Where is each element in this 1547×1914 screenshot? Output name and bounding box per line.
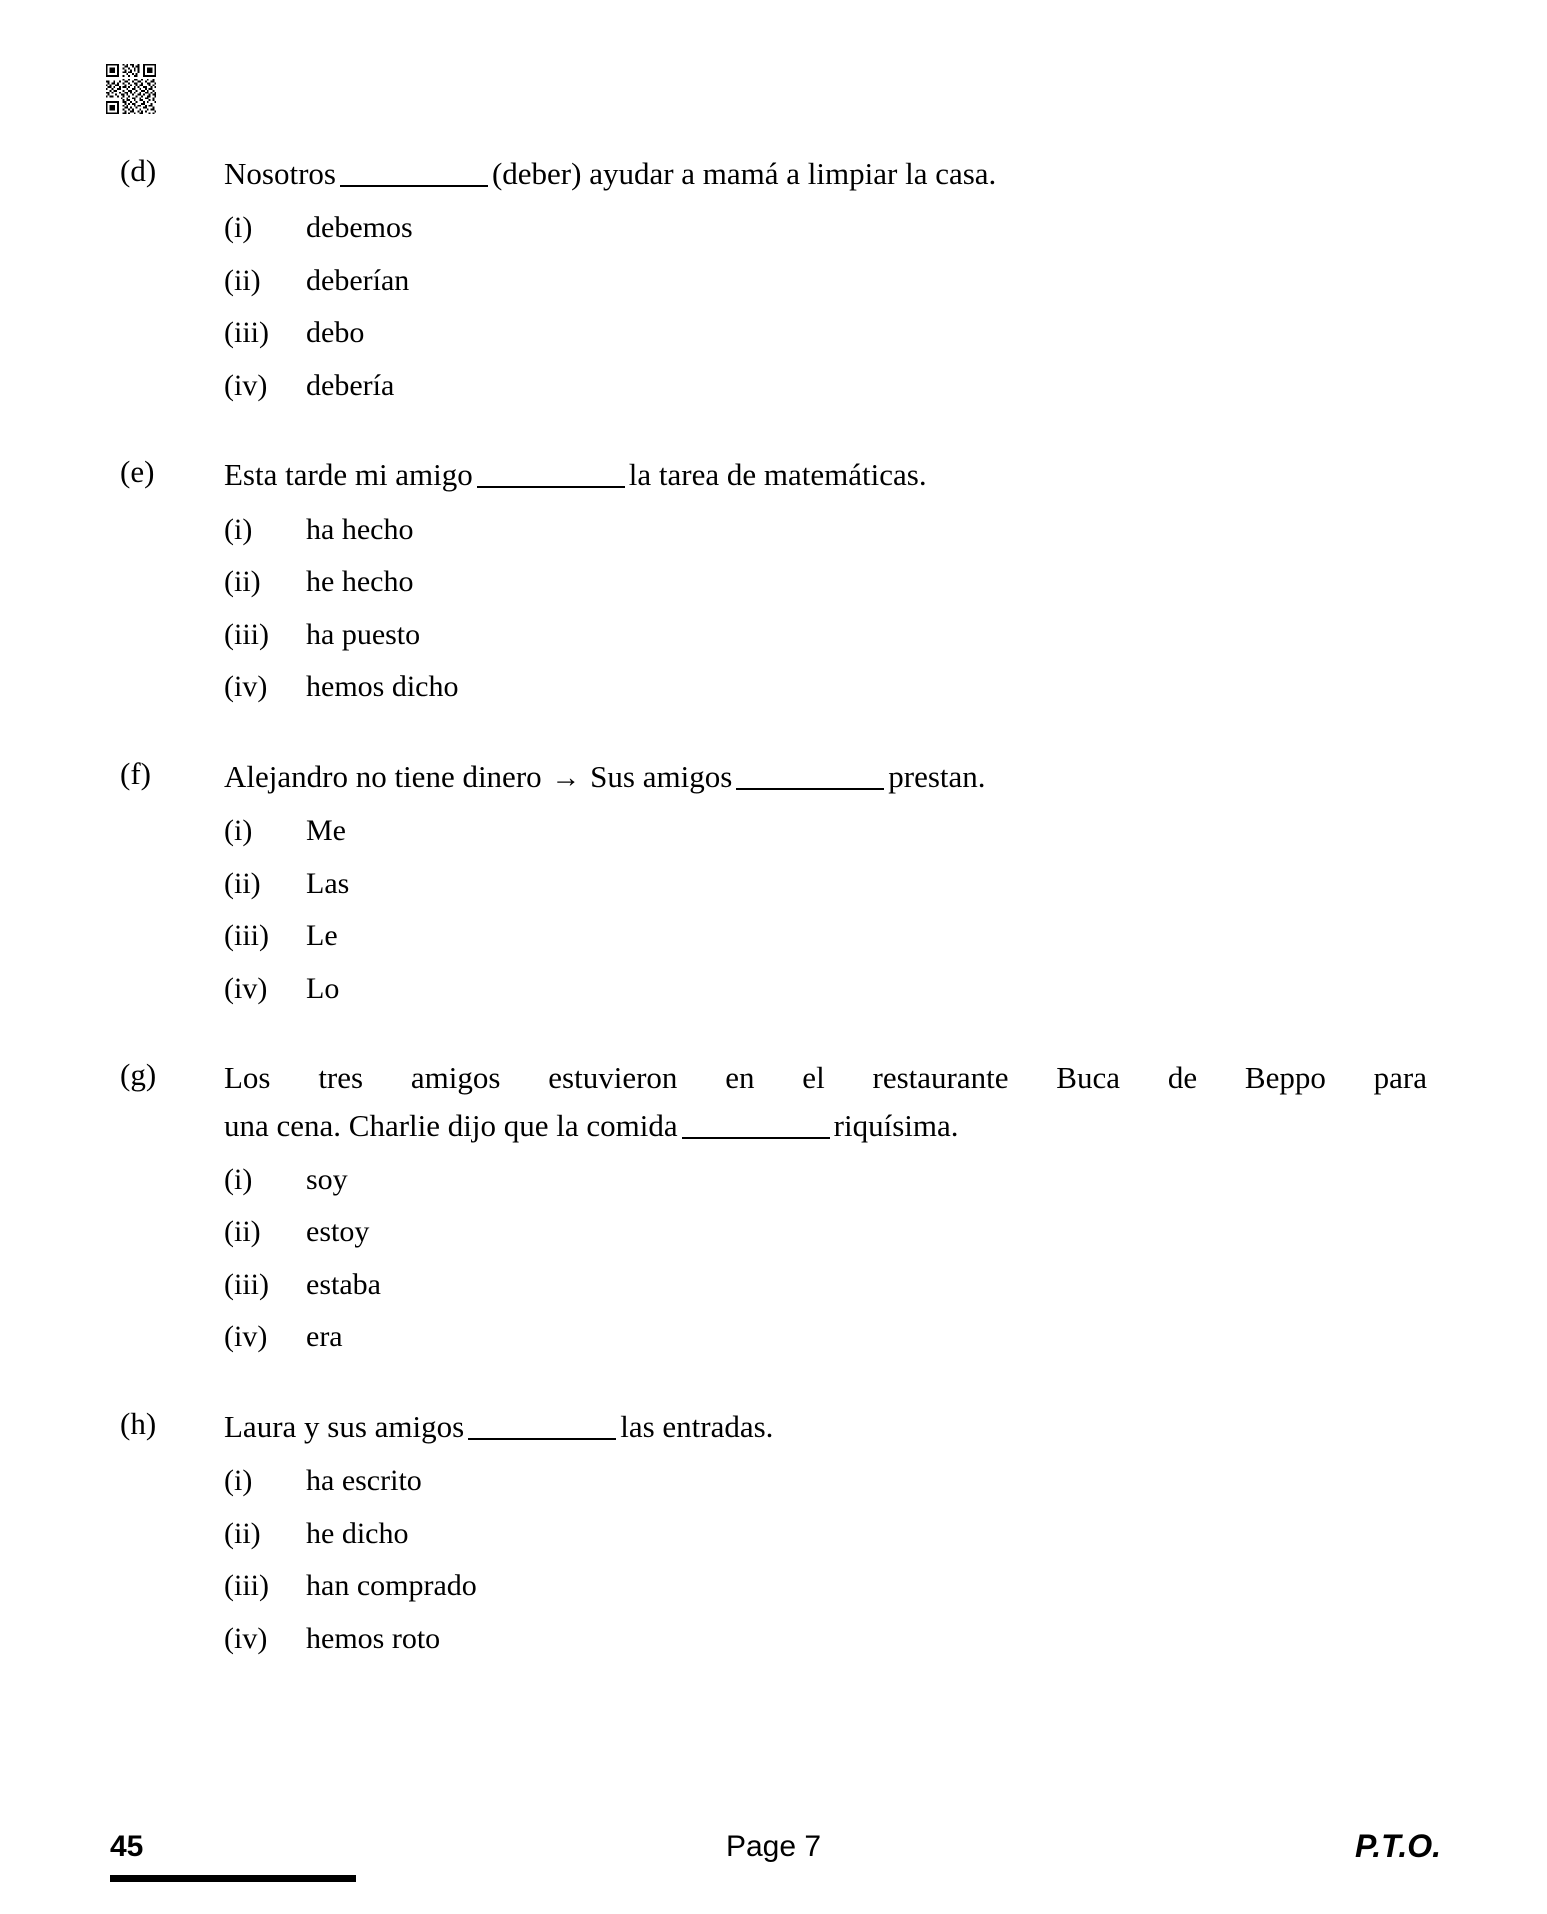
option-label: Le xyxy=(306,919,338,953)
option-label: deberían xyxy=(306,263,410,297)
question-text-g xyxy=(224,1054,1427,1148)
option-number: (iv) xyxy=(224,1621,268,1655)
option-number: (iv) xyxy=(224,670,268,704)
right-arrow-icon: → xyxy=(551,761,581,794)
option-number: (iv) xyxy=(224,368,268,402)
question-label-h: (h) xyxy=(120,1406,157,1442)
question-block-h xyxy=(120,1403,1427,1660)
option-item[interactable] xyxy=(224,509,1427,552)
option-number: (ii) xyxy=(224,263,261,297)
option-number: (ii) xyxy=(224,1215,261,1249)
option-label: hemos roto xyxy=(306,1621,441,1655)
page-footer xyxy=(0,1794,1547,1914)
option-item[interactable] xyxy=(224,968,1427,1011)
question-block-g xyxy=(120,1054,1427,1359)
question-stem-row-e xyxy=(120,451,1427,498)
answer-blank-h[interactable] xyxy=(468,1438,616,1440)
question-text-d xyxy=(224,150,1427,197)
options-list-h xyxy=(120,1460,1427,1660)
option-number: (ii) xyxy=(224,565,261,599)
question-text-f xyxy=(224,753,1427,800)
option-label: estoy xyxy=(306,1215,370,1249)
option-label: debemos xyxy=(306,211,413,245)
question-stem-row-h xyxy=(120,1403,1427,1450)
option-label: soy xyxy=(306,1162,348,1196)
option-label: he hecho xyxy=(306,565,414,599)
question-stem-before-e: Esta tarde mi amigo xyxy=(224,457,473,493)
question-stem-row-g xyxy=(120,1054,1427,1148)
answer-blank-d[interactable] xyxy=(340,185,488,187)
option-number: (iii) xyxy=(224,617,269,651)
question-stem-line2-before-g: una cena. Charlie dijo que la comida xyxy=(224,1107,678,1143)
question-stem-line2-after-g: riquísima. xyxy=(833,1107,959,1143)
pto-label: P.T.O. xyxy=(1355,1828,1441,1864)
option-item[interactable] xyxy=(224,1316,1427,1359)
option-number: (iii) xyxy=(224,919,269,953)
question-stem-row-f xyxy=(120,753,1427,800)
question-stem-line2-g xyxy=(224,1102,1427,1149)
option-label: Las xyxy=(306,866,350,900)
option-label: Lo xyxy=(306,971,340,1005)
option-number: (iii) xyxy=(224,1267,269,1301)
question-stem-after-f: prestan. xyxy=(888,758,986,794)
question-block-d xyxy=(120,150,1427,407)
option-item[interactable] xyxy=(224,365,1427,408)
option-item[interactable] xyxy=(224,207,1427,250)
option-item[interactable] xyxy=(224,1159,1427,1202)
option-item[interactable] xyxy=(224,810,1427,853)
paper-code: 45 xyxy=(110,1830,144,1863)
option-number: (i) xyxy=(224,1162,253,1196)
option-number: (i) xyxy=(224,814,253,848)
question-label-f: (f) xyxy=(120,755,151,791)
option-label: han comprado xyxy=(306,1569,477,1603)
option-item[interactable] xyxy=(224,863,1427,906)
option-label: he dicho xyxy=(306,1516,409,1550)
question-stem-after-e: la tarea de matemáticas. xyxy=(628,457,927,493)
footer-rule xyxy=(110,1875,356,1882)
options-list-f xyxy=(120,810,1427,1010)
question-text-h xyxy=(224,1403,1427,1450)
option-label: Me xyxy=(306,814,346,848)
question-stem-middle-f: Sus amigos xyxy=(590,758,733,794)
option-label: ha escrito xyxy=(306,1464,422,1498)
option-item[interactable] xyxy=(224,1264,1427,1307)
options-list-e xyxy=(120,509,1427,709)
option-label: estaba xyxy=(306,1267,381,1301)
option-number: (i) xyxy=(224,1464,253,1498)
option-item[interactable] xyxy=(224,1460,1427,1503)
option-number: (iii) xyxy=(224,1569,269,1603)
option-item[interactable] xyxy=(224,1513,1427,1556)
question-stem-row-d xyxy=(120,150,1427,197)
question-block-f xyxy=(120,753,1427,1010)
question-label-g: (g) xyxy=(120,1057,157,1093)
option-label: ha puesto xyxy=(306,617,421,651)
question-stem-before-d: Nosotros xyxy=(224,156,336,191)
question-label-d: (d) xyxy=(120,153,157,188)
option-item[interactable] xyxy=(224,666,1427,709)
answer-blank-g[interactable] xyxy=(682,1137,830,1139)
options-list-g xyxy=(120,1159,1427,1359)
question-label-e: (e) xyxy=(120,454,155,490)
option-number: (iii) xyxy=(224,316,269,350)
option-number: (ii) xyxy=(224,1516,261,1550)
option-label: debo xyxy=(306,316,365,350)
page-number: Page 7 xyxy=(725,1830,822,1863)
options-list-d xyxy=(120,207,1427,407)
option-item[interactable] xyxy=(224,312,1427,355)
answer-blank-f[interactable] xyxy=(736,788,884,790)
option-number: (iv) xyxy=(224,971,268,1005)
option-item[interactable] xyxy=(224,1618,1427,1661)
question-stem-before-h: Laura y sus amigos xyxy=(224,1409,465,1445)
option-label: hemos dicho xyxy=(306,670,459,704)
option-item[interactable] xyxy=(224,614,1427,657)
answer-blank-e[interactable] xyxy=(477,486,625,488)
option-number: (i) xyxy=(224,512,253,546)
question-text-e xyxy=(224,451,1427,498)
question-block-e xyxy=(120,451,1427,708)
option-item[interactable] xyxy=(224,915,1427,958)
question-stem-after-h: las entradas. xyxy=(620,1409,774,1445)
option-label: era xyxy=(306,1320,343,1354)
option-item[interactable] xyxy=(224,260,1427,303)
option-number: (ii) xyxy=(224,866,261,900)
question-stem-line1-g: Los tres amigos estuvieron en el restaurante Buca de Beppo para xyxy=(224,1060,1427,1096)
option-number: (iv) xyxy=(224,1320,268,1354)
option-label: debería xyxy=(306,368,395,402)
option-item[interactable] xyxy=(224,1565,1427,1608)
option-item[interactable] xyxy=(224,561,1427,604)
option-item[interactable] xyxy=(224,1211,1427,1254)
option-label: ha hecho xyxy=(306,512,414,546)
question-stem-before-f: Alejandro no tiene dinero xyxy=(224,758,542,794)
option-number: (i) xyxy=(224,211,253,245)
question-stem-after-d: (deber) ayudar a mamá a limpiar la casa. xyxy=(491,156,997,191)
